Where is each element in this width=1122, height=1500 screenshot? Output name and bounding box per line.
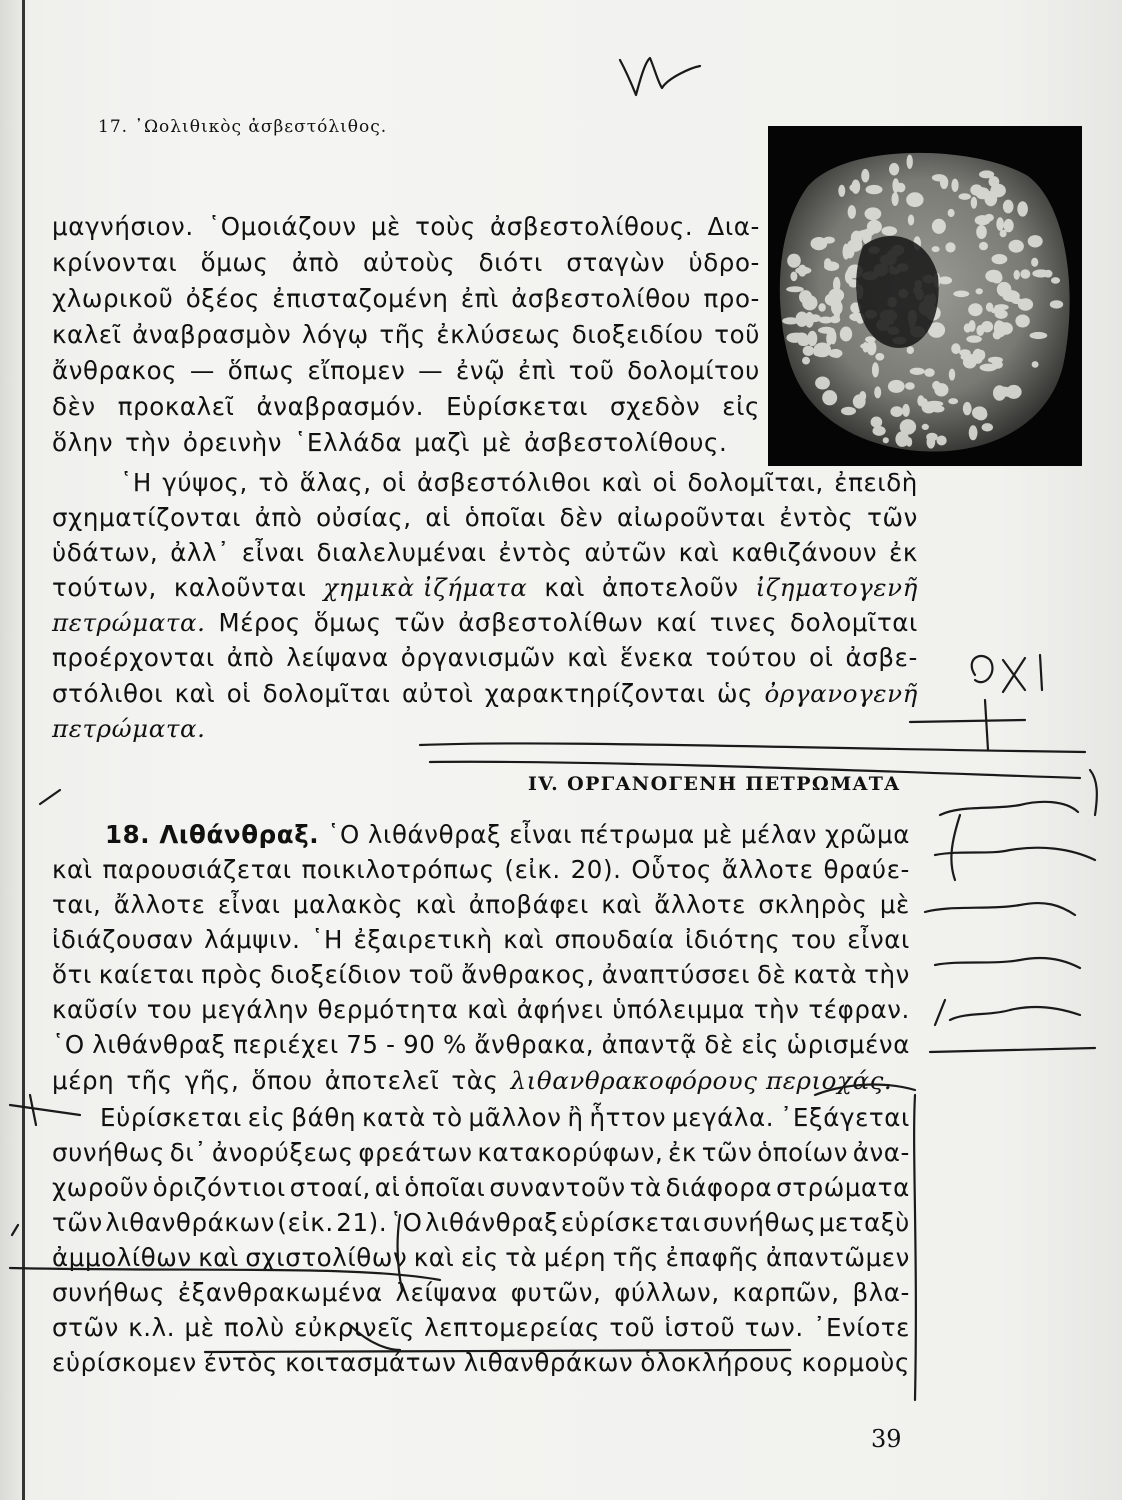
- word: φύλλων,: [614, 1278, 720, 1307]
- word: ᾿Ενίοτε: [813, 1313, 910, 1342]
- word: 75: [346, 1030, 379, 1059]
- word: των.: [744, 1313, 804, 1342]
- word: μαλακὸς: [292, 890, 404, 919]
- word: μαγνήσιον.: [52, 212, 194, 241]
- word: ἐνῷ: [456, 356, 506, 385]
- word: ἕνεκα: [619, 643, 694, 672]
- word: αὐτοὶ: [402, 679, 474, 708]
- word: ἅλας,: [299, 468, 372, 497]
- word: σχεδὸν: [610, 392, 701, 421]
- word: συνήθως: [52, 1138, 166, 1167]
- margin-note-2: [935, 848, 1095, 860]
- word: δὲ: [756, 960, 787, 989]
- word: διοξείδιον: [270, 960, 402, 989]
- word: ὀξέος: [185, 284, 260, 313]
- word: τὴν: [864, 960, 910, 989]
- word: ἢ: [567, 1103, 584, 1132]
- word: τὰς: [451, 1066, 499, 1095]
- word: ἀπὸ: [226, 643, 275, 672]
- word: τὰ: [629, 1173, 662, 1202]
- word: ἧττον: [589, 1103, 667, 1132]
- word: ἀναβρασμόν.: [256, 392, 425, 421]
- word: εἶναι: [847, 925, 910, 954]
- word: λιθανθράκων: [463, 1348, 634, 1377]
- word: σπουδαία: [554, 925, 675, 954]
- word: λείψανα: [286, 643, 389, 672]
- word: οὐσίας,: [316, 503, 412, 532]
- word: τῆς: [379, 320, 426, 349]
- word: αὐτοὺς: [362, 248, 456, 277]
- word: ἐπὶ: [517, 356, 557, 385]
- word: —: [189, 356, 215, 385]
- word: οἱ: [382, 468, 407, 497]
- word: σκληρὸς: [758, 890, 868, 919]
- word: λεπτομερείας: [424, 1313, 601, 1342]
- word: δὲν: [52, 392, 96, 421]
- word: καρπῶν,: [732, 1278, 840, 1307]
- word: ὁποῖαι: [404, 1173, 486, 1202]
- word: ῾Ο: [327, 820, 360, 849]
- word: εἰς: [460, 1243, 499, 1272]
- word: ὅτι: [52, 960, 92, 989]
- word: σταγὼν: [566, 248, 666, 277]
- word: καὶ: [567, 643, 608, 672]
- word: ῾Η: [311, 925, 343, 954]
- word: συνήθως: [703, 1208, 817, 1237]
- word: μέρη: [543, 1243, 607, 1272]
- word: ὅμως: [313, 608, 382, 637]
- word: ῾Ο: [389, 1208, 423, 1237]
- word: μέλαν: [740, 820, 818, 849]
- word: εὐκρινεῖς: [294, 1313, 415, 1342]
- word: ἀμμολίθων: [52, 1243, 192, 1272]
- word: %: [443, 1030, 467, 1059]
- word: εἶναι: [241, 538, 305, 567]
- word: δὲν: [559, 503, 604, 532]
- word: καλεῖ: [52, 320, 122, 349]
- word: προκαλεῖ: [117, 392, 235, 421]
- word: προέρχονται: [52, 643, 215, 672]
- word: κατακορύφων,: [477, 1138, 664, 1167]
- word: στόλιθοι: [52, 679, 164, 708]
- word: 20).: [570, 855, 622, 884]
- word: ἀσβεστόλιθοι: [416, 468, 592, 497]
- word: ἀσβεστολίθου: [511, 284, 692, 313]
- italic-term: ἰζηματογενῆ: [755, 573, 918, 602]
- word: ὡρισμένα: [786, 1030, 910, 1059]
- word: παρουσιάζεται: [102, 855, 292, 884]
- word: ῾Η: [120, 468, 152, 497]
- word: ἄνθρακα,: [474, 1030, 595, 1059]
- word: εὑρίσκομεν: [52, 1348, 197, 1377]
- word: Εὑρίσκεται: [100, 1103, 242, 1132]
- word: καλοῦνται: [173, 573, 307, 602]
- word: καὶ: [52, 855, 93, 884]
- word: οἱ: [226, 679, 252, 708]
- word: τῶν: [394, 608, 446, 637]
- word: λιθάνθραξ: [92, 1030, 226, 1059]
- word: κατὰ: [361, 1103, 426, 1132]
- word: στῶν: [52, 1313, 119, 1342]
- word: καὶ: [601, 890, 642, 919]
- word: καίεται: [98, 960, 195, 989]
- word: ᾿Εξάγεται: [780, 1103, 910, 1132]
- word: ὁποῖαι: [464, 503, 546, 532]
- word: ἀσβεστολίθους.: [524, 428, 728, 457]
- word: ἄλλοτε: [654, 890, 746, 919]
- word: γῆς,: [184, 1066, 240, 1095]
- word: καὶ: [678, 538, 720, 567]
- word: τὴν: [753, 995, 800, 1024]
- word: δολομίτου: [627, 356, 760, 385]
- word: ὀργανισμῶν: [400, 643, 556, 672]
- word: εἰς: [741, 1030, 780, 1059]
- word: μὲ: [184, 1313, 215, 1342]
- word: καὶ: [413, 1243, 455, 1272]
- word: ἐκ: [889, 538, 918, 567]
- word: Εὑρίσκεται: [446, 392, 588, 421]
- word: μὲ: [482, 428, 513, 457]
- word: ἀποτελεῖ: [324, 1066, 440, 1095]
- word: καθιζάνουν: [731, 538, 878, 567]
- word: αἰωροῦνται: [617, 503, 766, 532]
- italic-term: ὀργανογενῆ: [764, 679, 918, 708]
- word: αὐτῶν: [584, 538, 667, 567]
- word: καὶ: [544, 573, 586, 602]
- word: εἶναι: [217, 890, 281, 919]
- word: Οὗτος: [631, 855, 712, 884]
- word: ἀπὸ: [291, 248, 340, 277]
- word: ἐξαιρετικὴ: [353, 925, 493, 954]
- word: ἀνορύξεως: [211, 1138, 354, 1167]
- word: προ-: [703, 284, 760, 313]
- word: μὲ: [879, 890, 910, 919]
- word: τοῦ: [714, 320, 760, 349]
- word: ἐκλύσεως: [436, 320, 562, 349]
- word: μεταξὺ: [818, 1208, 910, 1237]
- word: ὡς: [717, 679, 754, 708]
- figure-caption: 17. ᾿Ωολιθικὸς ἀσβεστόλιθος.: [98, 117, 388, 137]
- word: καὶ: [174, 679, 216, 708]
- word: πολὺ: [223, 1313, 285, 1342]
- word: ἄνθρακος: [52, 356, 178, 385]
- word: τούτων,: [52, 573, 157, 602]
- word: πρὸς: [201, 960, 264, 989]
- word: καὶ: [415, 890, 457, 919]
- word: συνήθως: [52, 1278, 166, 1307]
- word: ἐντὸς: [498, 538, 573, 567]
- word: εἰς: [247, 1103, 286, 1132]
- word: λιθάνθραξ: [425, 1208, 559, 1237]
- word: τούτου: [705, 643, 798, 672]
- word: ἐπαφῆς: [665, 1243, 760, 1272]
- word: ἄλλοτε: [113, 890, 206, 919]
- word: ἀποβάφει: [468, 890, 589, 919]
- word: ἐπὶ: [460, 284, 499, 313]
- word: καὶ: [503, 925, 544, 954]
- word: ἐπισταζομένη: [272, 284, 449, 313]
- word: ἄλλοτε: [721, 855, 814, 884]
- word: ἀσβεστολίθων: [458, 608, 644, 637]
- word: ἀσβε-: [845, 643, 918, 672]
- word: ἀπαντᾷ: [601, 1030, 697, 1059]
- margin-note-4: [935, 958, 1080, 968]
- word: λιθανθράκων: [105, 1208, 275, 1237]
- word: ὀρεινὴν: [182, 428, 283, 457]
- word: ἐξανθρακωμένα: [177, 1278, 383, 1307]
- word: κατὰ: [793, 960, 858, 989]
- word: τὸ: [258, 468, 290, 497]
- word: ἐκ: [668, 1138, 697, 1167]
- word: αἱ: [374, 1173, 401, 1202]
- word: λείψανα: [395, 1278, 498, 1307]
- word: θραύε-: [823, 855, 910, 884]
- word: αἱ: [425, 503, 452, 532]
- word: ἀφήνει: [516, 995, 604, 1024]
- word: —: [418, 356, 444, 385]
- bold-term: 18. Λιθάνθραξ.: [105, 820, 320, 849]
- word: διάφορα: [665, 1173, 773, 1202]
- word: (εἰκ.: [277, 1208, 334, 1237]
- word: του: [790, 925, 837, 954]
- word: χρῶμα: [825, 820, 910, 849]
- word: δολομῖται: [790, 608, 918, 637]
- word: δὲ: [704, 1030, 734, 1059]
- word: ἐντὸς: [779, 503, 854, 532]
- word: ῾Ο: [52, 1030, 85, 1059]
- word: 21).: [336, 1208, 388, 1237]
- word: ται,: [52, 890, 102, 919]
- word: τέφραν.: [808, 995, 910, 1024]
- word: ὅμως: [200, 248, 269, 277]
- word: ἐντὸς: [203, 1348, 278, 1377]
- word: ἰδιάζουσαν: [52, 925, 194, 954]
- word: ὅλην: [52, 428, 114, 457]
- word: ἐπειδὴ: [834, 468, 918, 497]
- word: ὑπόλειμμα: [612, 995, 745, 1024]
- word: ἀνα-: [852, 1138, 910, 1167]
- word: τινες: [709, 608, 778, 637]
- word: κοιτασμάτων: [285, 1348, 457, 1377]
- word: ὁλοκλήρους: [640, 1348, 795, 1377]
- italic-term: πετρώματα.: [52, 714, 206, 743]
- word: καὶ: [198, 1243, 239, 1272]
- word: κ.λ.: [128, 1313, 176, 1342]
- margin-note-3: [925, 903, 1075, 915]
- word: οἱ: [809, 643, 834, 672]
- word: ἄνθρακος,: [461, 960, 595, 989]
- section-heading: IV. ΟΡΓΑΝΟΓΕΝΗ ΠΕΤΡΩΜΑΤΑ: [528, 773, 901, 795]
- word: θερμότητα: [317, 995, 459, 1024]
- word: χαρακτηρίζονται: [484, 679, 706, 708]
- italic-term: χημικὰ ἰζήματα: [323, 573, 528, 602]
- word: μὲ: [370, 212, 401, 241]
- word: ῾Ομοιάζουν: [207, 212, 357, 241]
- word: καί: [656, 608, 697, 637]
- margin-note-1: [940, 802, 1078, 815]
- word: ὑδρο-: [688, 248, 760, 277]
- word: στοαί,: [289, 1173, 371, 1202]
- word: ἀπαντῶμεν: [765, 1243, 910, 1272]
- word: τῶν: [701, 1138, 753, 1167]
- word: γύψος,: [162, 468, 248, 497]
- word: τῆς: [612, 1243, 660, 1272]
- italic-term: πετρώματα.: [52, 608, 206, 637]
- word: σχιστολίθων: [245, 1243, 408, 1272]
- word: περιέχει: [233, 1030, 339, 1059]
- word: λόγῳ: [301, 320, 369, 349]
- word: ἰδιότης: [684, 925, 781, 954]
- word: δολομῖται: [262, 679, 391, 708]
- word: χωροῦν: [52, 1173, 149, 1202]
- word: μέρη: [52, 1066, 115, 1095]
- word: τοῦ: [408, 960, 455, 989]
- word: καὶ: [601, 468, 643, 497]
- word: καὶ: [467, 995, 508, 1024]
- word: Δια-: [707, 212, 760, 241]
- word: μεγάλην: [201, 995, 309, 1024]
- word: ποικιλοτρόπως: [301, 855, 495, 884]
- word: βάθη: [291, 1103, 357, 1132]
- word: διότι: [478, 248, 543, 277]
- word: ἀναπτύσσει: [601, 960, 750, 989]
- word: οἱ: [652, 468, 678, 497]
- word: τοῦ: [568, 356, 615, 385]
- word: (εἰκ.: [504, 855, 561, 884]
- word: ἀσβεστολίθους.: [489, 212, 694, 241]
- word: ὅπως: [227, 356, 295, 385]
- word: μεγάλα.: [672, 1103, 775, 1132]
- margin-note-5: [935, 1000, 1080, 1025]
- word: κορμοὺς: [801, 1348, 910, 1377]
- word: βλα-: [852, 1278, 910, 1307]
- word: τῶν: [52, 1208, 103, 1237]
- word: τῆς: [126, 1066, 173, 1095]
- word: του: [146, 995, 193, 1024]
- word: -: [386, 1030, 396, 1059]
- word: μᾶλλον: [468, 1103, 562, 1132]
- word: διαλελυμέναι: [316, 538, 487, 567]
- word: πέτρωμα: [580, 820, 695, 849]
- word: φρεάτων: [358, 1138, 473, 1167]
- word: ἀπὸ: [254, 503, 303, 532]
- word: μαζὶ: [414, 428, 471, 457]
- word: ἀποτελοῦν: [602, 573, 739, 602]
- word: κρίνονται: [52, 248, 178, 277]
- italic-term: λιθανθρακοφόρους περιοχάς.: [510, 1066, 893, 1095]
- word: εἴπομεν: [307, 356, 406, 385]
- word: τοῦ: [609, 1313, 656, 1342]
- word: στρώματα: [776, 1173, 910, 1202]
- word: τοὺς: [415, 212, 476, 241]
- word: τὰ: [505, 1243, 538, 1272]
- word: ὁριζόντιοι: [152, 1173, 286, 1202]
- word: καῦσίν: [52, 995, 138, 1024]
- page-number: 39: [871, 1425, 902, 1453]
- word: τὸ: [431, 1103, 463, 1132]
- word: εὑρίσκεται: [560, 1208, 701, 1237]
- word: λάμψιν.: [204, 925, 301, 954]
- word: συναντοῦν: [489, 1173, 626, 1202]
- word: ὁποίων: [757, 1138, 849, 1167]
- word: λιθάνθραξ: [367, 820, 502, 849]
- word: ῾Ελλάδα: [294, 428, 403, 457]
- word: ἀλλ᾿: [170, 538, 230, 567]
- word: ἱστοῦ: [664, 1313, 736, 1342]
- word: δι᾿: [169, 1138, 208, 1167]
- word: εἶναι: [509, 820, 573, 849]
- word: τὴν: [125, 428, 171, 457]
- word: ὑδάτων,: [52, 538, 159, 567]
- word: μὲ: [702, 820, 733, 849]
- word: ὅπου: [251, 1066, 313, 1095]
- word: φυτῶν,: [510, 1278, 602, 1307]
- word: ἀναβρασμὸν: [132, 320, 292, 349]
- top-scribble: [620, 58, 700, 95]
- word: δολομῖται,: [687, 468, 824, 497]
- word: Μέρος: [218, 608, 301, 637]
- word: χλωρικοῦ: [52, 284, 174, 313]
- word: 90: [403, 1030, 436, 1059]
- word: τῶν: [867, 503, 918, 532]
- word: σχηματίζονται: [52, 503, 241, 532]
- word: εἰς: [722, 392, 760, 421]
- word: διοξειδίου: [571, 320, 704, 349]
